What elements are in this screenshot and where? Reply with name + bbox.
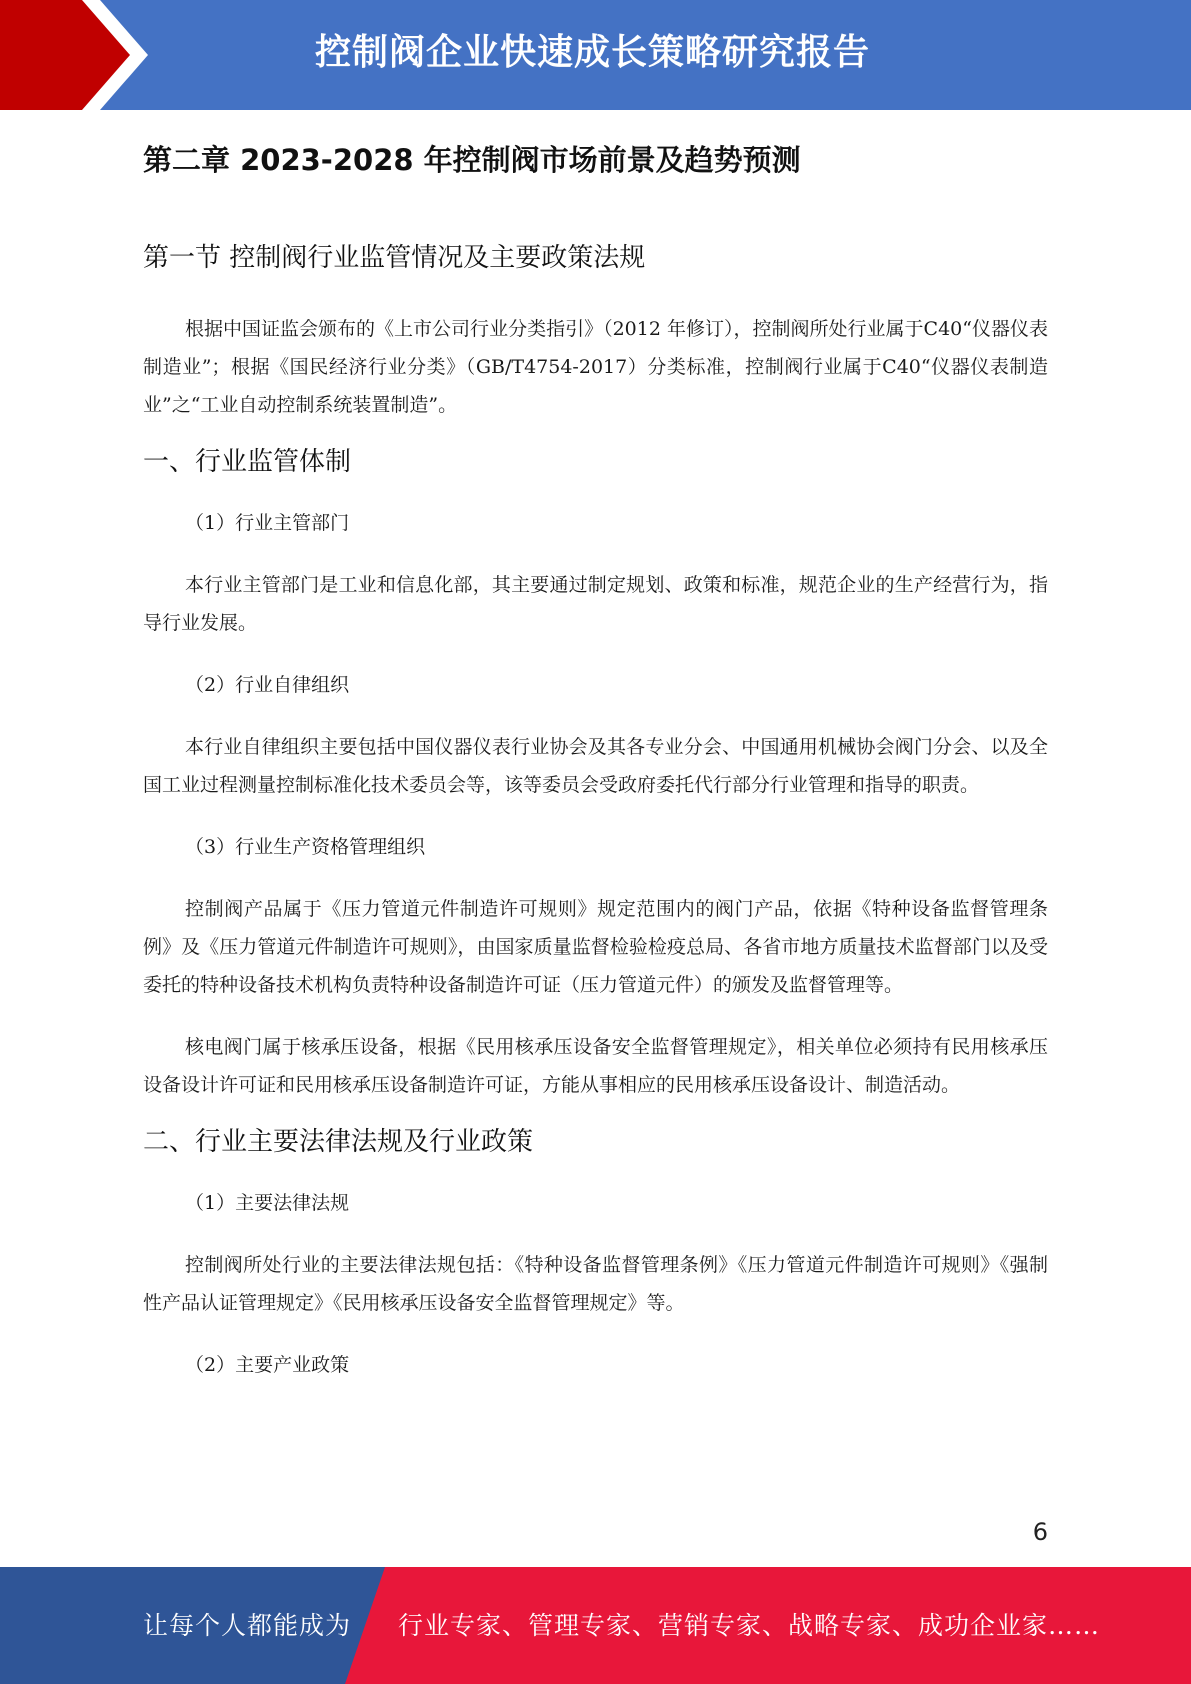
- page-header: [0, 0, 1191, 110]
- subheading-authority: （1）行业主管部门: [185, 512, 350, 534]
- heading-laws-policies: 二、行业主要法律法规及行业政策: [143, 1127, 534, 1157]
- heading-regulatory-system: 一、行业监管体制: [143, 447, 352, 477]
- paragraph-laws: 控制阀所处行业的主要法律法规包括：《特种设备监督管理条例》《压力管道元件制造许可规则》《强制性产品认证管理规定》《民用核承压设备安全监督管理规定》等。: [143, 1254, 1048, 1314]
- subheading-laws: （1）主要法律法规: [185, 1192, 350, 1214]
- page-footer: [0, 1567, 1191, 1684]
- document-body: [143, 120, 1048, 1384]
- page-number: 6: [1032, 1518, 1048, 1546]
- paragraph-authority: 本行业主管部门是工业和信息化部，其主要通过制定规划、政策和标准，规范企业的生产经营行为，指导行业发展。: [143, 574, 1048, 634]
- paragraph-nuclear-valves: 核电阀门属于核承压设备，根据《民用核承压设备安全监督管理规定》，相关单位必须持有民用核承压设备设计许可证和民用核承压设备制造许可证，方能从事相应的民用核承压设备设计、制造活动。: [143, 1036, 1048, 1096]
- subheading-qualification: （3）行业生产资格管理组织: [185, 836, 426, 858]
- section-title: 第一节 控制阀行业监管情况及主要政策法规: [143, 243, 646, 273]
- subheading-industrial-policy: （2）主要产业政策: [185, 1354, 350, 1376]
- chapter-title: 第二章 2023-2028 年控制阀市场前景及趋势预测: [143, 143, 801, 177]
- paragraph-qualification: 控制阀产品属于《压力管道元件制造许可规则》规定范围内的阀门产品，依据《特种设备监督管理条例》及《压力管道元件制造许可规则》，由国家质量监督检验检疫总局、各省市地方质量技术监督部门以及受委托的特种设备技术机构负责特种设备制造许可证（压力管道元件）的颁发及监督管理等。: [143, 898, 1048, 996]
- intro-paragraph: 根据中国证监会颁布的《上市公司行业分类指引》（2012 年修订），控制阀所处行业属于C40“仪器仪表制造业”；根据《国民经济行业分类》（GB/T4754-2017）分类标准，控制阀行业属于C40“仪器仪表制造业”之“工业自动控制系统装置制造”。: [143, 318, 1048, 416]
- footer-slogan-left: 让每个人都能成为: [143, 1611, 352, 1640]
- report-title: [250, 0, 1191, 110]
- paragraph-self-regulation: 本行业自律组织主要包括中国仪器仪表行业协会及其各专业分会、中国通用机械协会阀门分会、以及全国工业过程测量控制标准化技术委员会等，该等委员会受政府委托代行部分行业管理和指导的职责。: [143, 736, 1048, 796]
- subheading-self-regulation: （2）行业自律组织: [185, 674, 350, 696]
- footer-slogan-right: 行业专家、管理专家、营销专家、战略专家、成功企业家……: [398, 1611, 1101, 1640]
- report-title-text: 控制阀企业快速成长策略研究报告: [314, 32, 870, 73]
